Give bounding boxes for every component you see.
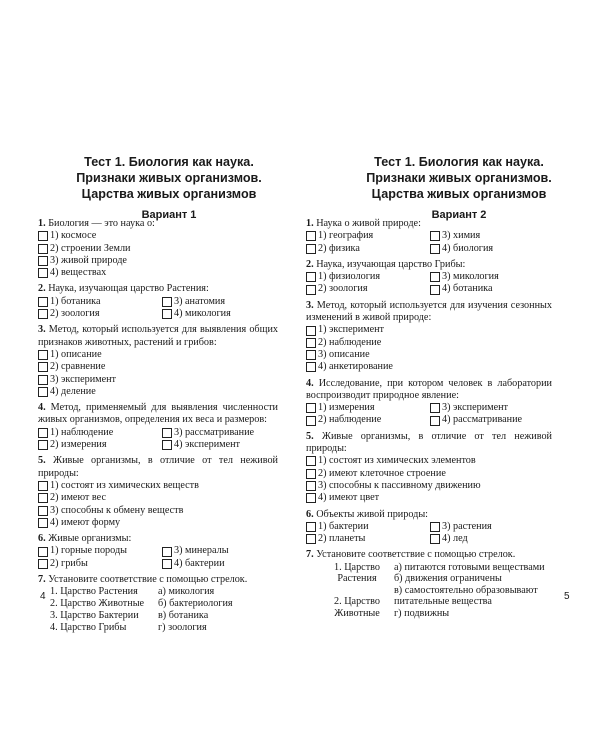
question [38,455,278,529]
question [38,533,278,570]
checkbox[interactable] [162,559,172,569]
question-prompt: Наука, изучающая царство Грибы: [316,258,466,270]
answer-option[interactable] [38,243,278,255]
matching-table [50,586,278,634]
answer-option[interactable] [306,271,430,283]
checkbox[interactable] [306,285,316,295]
question [38,402,278,451]
question-text [38,218,278,230]
answer-option-label: 4) рассматривание [442,414,523,426]
question [38,218,278,279]
answer-option-label: 1) космосе [50,230,97,242]
question-prompt: Живые организмы, в отличие от тел неживой природы: [306,430,552,455]
answer-option-label: 1) наблюдение [50,426,114,438]
answer-option-label: 1) физиология [318,271,381,283]
matching-science: в) ботаника [158,610,209,622]
answer-option-label: 1) состоят из химических элементов [318,455,476,467]
question [306,431,552,505]
question-prompt: Установите соответствие с помощью стрелок. [48,574,248,586]
answer-option[interactable] [38,517,278,529]
question-number: 4. [306,377,314,389]
checkbox[interactable] [306,469,316,479]
question-text [306,259,552,271]
answer-option[interactable] [38,296,162,308]
answer-option[interactable] [38,267,278,279]
answer-option[interactable] [306,243,430,255]
checkbox[interactable] [38,362,48,372]
answer-option[interactable] [306,414,430,426]
answer-option[interactable] [38,308,162,320]
checkbox[interactable] [38,309,48,319]
question-text [306,300,552,325]
checkbox[interactable] [38,493,48,503]
checkbox[interactable] [306,272,316,282]
question-prompt: Биология — это наука о: [48,218,155,229]
answer-option-label: 1) бактерии [318,520,369,532]
checkbox[interactable] [162,309,172,319]
question-number: 1. [38,218,46,229]
answer-options [306,230,552,255]
question-prompt: Установите соответствие с помощью стрелок. [316,549,516,561]
left-questions [38,214,278,634]
checkbox[interactable] [162,297,172,307]
answer-options [38,545,278,570]
answer-option[interactable] [162,558,278,570]
answer-option[interactable] [38,374,278,386]
checkbox[interactable] [306,326,316,336]
answer-option-label: 2) имеют клеточное строение [318,467,446,479]
left-header [38,154,300,223]
answer-option[interactable] [38,386,278,398]
answer-option-label: 2) наблюдение [318,414,382,426]
question-text [306,509,552,521]
answer-options [38,349,278,398]
right-header [324,154,594,223]
question-text [38,324,278,349]
answer-option-label: 1) описание [50,348,102,360]
question-prompt: Наука о живой природе: [316,218,421,229]
answer-option-label: 4) анкетирование [318,361,393,373]
question-text [306,549,552,561]
answer-option-label: 3) эксперимент [442,402,509,414]
checkbox[interactable] [430,534,440,544]
answer-options [306,271,552,296]
checkbox[interactable] [306,522,316,532]
answer-option-label: 4) имеют цвет [318,492,380,504]
checkbox[interactable] [38,256,48,266]
right-page [300,0,600,750]
question-text [38,455,278,480]
answer-option[interactable] [38,230,278,242]
checkbox[interactable] [38,547,48,557]
question-number: 7. [38,574,46,586]
answer-option[interactable] [430,402,552,414]
answer-option[interactable] [306,533,430,545]
checkbox[interactable] [430,231,440,241]
answer-option[interactable] [430,230,552,242]
checkbox[interactable] [38,428,48,438]
matching-feature: а) питаются готовыми веществами [394,561,545,573]
right-title-line-2: Признаки живых организмов. [366,171,552,185]
question-prompt: Метод, который используется для выявления общих признаков животных, растений и грибов: [38,324,278,348]
matching-kingdom: 1. Царство Растения [50,586,138,598]
answer-option-label: 1) ботаника [50,295,101,307]
question-prompt: Метод, применяемый для выявления численности живых организмов, определения их веса и размеров: [38,402,278,426]
question-number: 7. [306,549,314,561]
answer-option[interactable] [162,296,278,308]
answer-option-label: 4) биология [442,242,494,254]
matching-kingdom: Животные [334,607,380,619]
answer-option-label: 3) рассматривание [174,426,255,438]
answer-option-label: 1) эксперимент [318,324,385,336]
question [306,509,552,546]
answer-option[interactable] [38,480,278,492]
answer-option-label: 2) измерения [50,439,107,451]
checkbox[interactable] [38,387,48,397]
answer-option-label: 4) эксперимент [174,439,241,451]
checkbox[interactable] [38,244,48,254]
answer-option[interactable] [430,414,552,426]
question-prompt: Живые организмы, в отличие от тел неживой природы: [38,455,278,479]
question-number: 6. [38,533,46,545]
answer-option-label: 1) география [318,230,374,242]
question-text [306,431,552,456]
question-number: 2. [38,283,46,295]
matching-kingdom: 1. Царство [334,561,380,573]
question-number: 3. [38,324,46,336]
answer-option[interactable] [306,337,552,349]
checkbox[interactable] [38,350,48,360]
checkbox[interactable] [162,428,172,438]
question [38,283,278,320]
matching-kingdom: 2. Царство [334,596,380,608]
matching-feature: г) подвижны [394,607,450,619]
answer-option-label: 4) имеют форму [50,516,121,528]
answer-option-label: 2) зоология [50,308,100,320]
answer-option[interactable] [38,427,162,439]
answer-option[interactable] [306,521,430,533]
answer-option[interactable] [430,521,552,533]
question-number: 3. [306,299,314,311]
matching-feature: питательные вещества [394,596,492,608]
answer-options [38,480,278,529]
question [306,218,552,255]
answer-option[interactable] [306,349,552,361]
answer-option[interactable] [306,402,430,414]
answer-option-label: 3) описание [318,348,370,360]
checkbox[interactable] [38,268,48,278]
right-variant: Вариант 2 [431,209,487,221]
checkbox[interactable] [306,231,316,241]
answer-option-label: 2) зоология [318,283,368,295]
answer-option[interactable] [306,324,552,336]
question-text [38,533,278,545]
answer-option[interactable] [162,427,278,439]
question-number: 6. [306,508,314,520]
answer-options [38,296,278,321]
checkbox[interactable] [430,416,440,426]
checkbox[interactable] [162,440,172,450]
answer-option-label: 2) строении Земли [50,242,131,254]
matching-kingdom [320,585,394,597]
answer-option[interactable] [430,533,552,545]
answer-option[interactable] [38,439,162,451]
answer-option[interactable] [38,255,278,267]
answer-option[interactable] [38,558,162,570]
answer-option[interactable] [306,230,430,242]
answer-option-label: 3) минералы [174,545,229,557]
checkbox[interactable] [306,534,316,544]
answer-options [38,427,278,452]
matching-science: г) зоология [158,622,207,634]
question-prompt: Исследование, при котором человек в лаборатории воспроизводит природное явление: [306,377,553,401]
answer-option-label: 3) способны к обмену веществ [50,504,184,516]
checkbox[interactable] [430,285,440,295]
answer-option-label: 2) сравнение [50,361,106,373]
answer-option[interactable] [306,468,552,480]
answer-option[interactable] [430,243,552,255]
checkbox[interactable] [430,244,440,254]
question [306,259,552,296]
answer-option[interactable] [306,480,552,492]
checkbox[interactable] [306,481,316,491]
question-prompt: Наука, изучающая царство Растения: [48,283,209,295]
answer-option-label: 4) лед [442,533,468,545]
checkbox[interactable] [306,403,316,413]
answer-options [306,324,552,373]
answer-option-label: 4) веществах [50,267,107,279]
question-prompt: Метод, который используется для изучения сезонных изменений в живой природе: [306,299,552,324]
answer-options [306,455,552,504]
matching-table [320,562,552,620]
left-variant: Вариант 1 [141,209,197,221]
checkbox[interactable] [38,481,48,491]
answer-option-label: 1) горные породы [50,545,127,557]
question-number: 5. [38,455,46,467]
checkbox[interactable] [38,559,48,569]
question-text [38,402,278,427]
checkbox[interactable] [38,440,48,450]
question-text [38,574,278,586]
answer-option[interactable] [430,283,552,295]
left-title-line-1: Тест 1. Биология как наука. [84,155,254,169]
question-prompt: Объекты живой природы: [316,508,428,520]
answer-option[interactable] [38,505,278,517]
checkbox[interactable] [38,231,48,241]
answer-option[interactable] [306,455,552,467]
matching-science: б) бактериология [158,598,233,610]
answer-option-label: 1) состоят из химических веществ [50,479,199,491]
checkbox[interactable] [430,272,440,282]
matching-kingdom: 3. Царство Бактерии [50,610,139,622]
answer-options [38,230,278,279]
question-number: 2. [306,258,314,270]
checkbox[interactable] [38,506,48,516]
left-title-line-3: Царства живых организмов [81,187,257,201]
answer-option-label: 3) микология [442,271,499,283]
answer-option-label: 4) деление [50,385,96,397]
answer-option[interactable] [162,308,278,320]
matching-kingdom: 2. Царство Животные [50,598,145,610]
answer-option-label: 2) наблюдение [318,336,382,348]
answer-option-label: 4) микология [174,308,231,320]
checkbox[interactable] [306,416,316,426]
question-number: 5. [306,430,314,442]
checkbox[interactable] [306,456,316,466]
checkbox[interactable] [306,338,316,348]
left-title-line-2: Признаки живых организмов. [76,171,262,185]
right-page-number: 5 [564,591,570,602]
right-title-line-1: Тест 1. Биология как наука. [374,155,544,169]
matching-kingdom: Растения [337,573,377,585]
checkbox[interactable] [306,493,316,503]
matching-kingdom: 4. Царство Грибы [50,622,127,634]
question-matching [306,549,552,619]
left-page-number: 4 [40,591,46,602]
checkbox[interactable] [430,522,440,532]
question-prompt: Живые организмы: [48,533,132,545]
answer-option[interactable] [162,545,278,557]
answer-option-label: 2) планеты [318,533,366,545]
answer-option[interactable] [38,492,278,504]
right-title-line-3: Царства живых организмов [371,187,547,201]
answer-option-label: 3) живой природе [50,254,127,266]
checkbox[interactable] [38,375,48,385]
question-number: 4. [38,402,46,414]
checkbox[interactable] [306,362,316,372]
answer-option[interactable] [306,361,552,373]
answer-option-label: 2) грибы [50,557,88,569]
answer-option-label: 1) измерения [318,402,375,414]
answer-option-label: 3) эксперимент [50,373,117,385]
question [306,378,552,427]
matching-science: а) микология [158,586,215,598]
checkbox[interactable] [306,350,316,360]
answer-option[interactable] [162,439,278,451]
checkbox[interactable] [306,244,316,254]
question-text [38,283,278,295]
answer-option[interactable] [38,545,162,557]
checkbox[interactable] [38,518,48,528]
answer-option[interactable] [38,361,278,373]
answer-option-label: 2) физика [318,242,360,254]
question-matching [38,574,278,634]
answer-options [306,521,552,546]
checkbox[interactable] [38,297,48,307]
answer-option-label: 3) растения [442,520,492,532]
matching-feature: в) самостоятельно образовывают [394,584,538,596]
question-text [306,218,552,230]
checkbox[interactable] [162,547,172,557]
checkbox[interactable] [430,403,440,413]
question [38,324,278,398]
answer-option-label: 3) анатомия [174,295,226,307]
answer-option-label: 4) ботаника [442,283,493,295]
question-text [306,378,552,403]
answer-option[interactable] [306,492,552,504]
answer-option[interactable] [430,271,552,283]
question-number: 1. [306,218,314,229]
answer-option-label: 2) имеют вес [50,492,106,504]
question [306,300,552,374]
answer-options [306,402,552,427]
answer-option[interactable] [38,349,278,361]
answer-option[interactable] [306,283,430,295]
right-questions [306,214,552,619]
matching-feature: б) движения ограничены [394,573,502,585]
answer-option-label: 3) химия [442,230,481,242]
answer-option-label: 4) бактерии [174,557,225,569]
answer-option-label: 3) способны к пассивному движению [318,479,481,491]
